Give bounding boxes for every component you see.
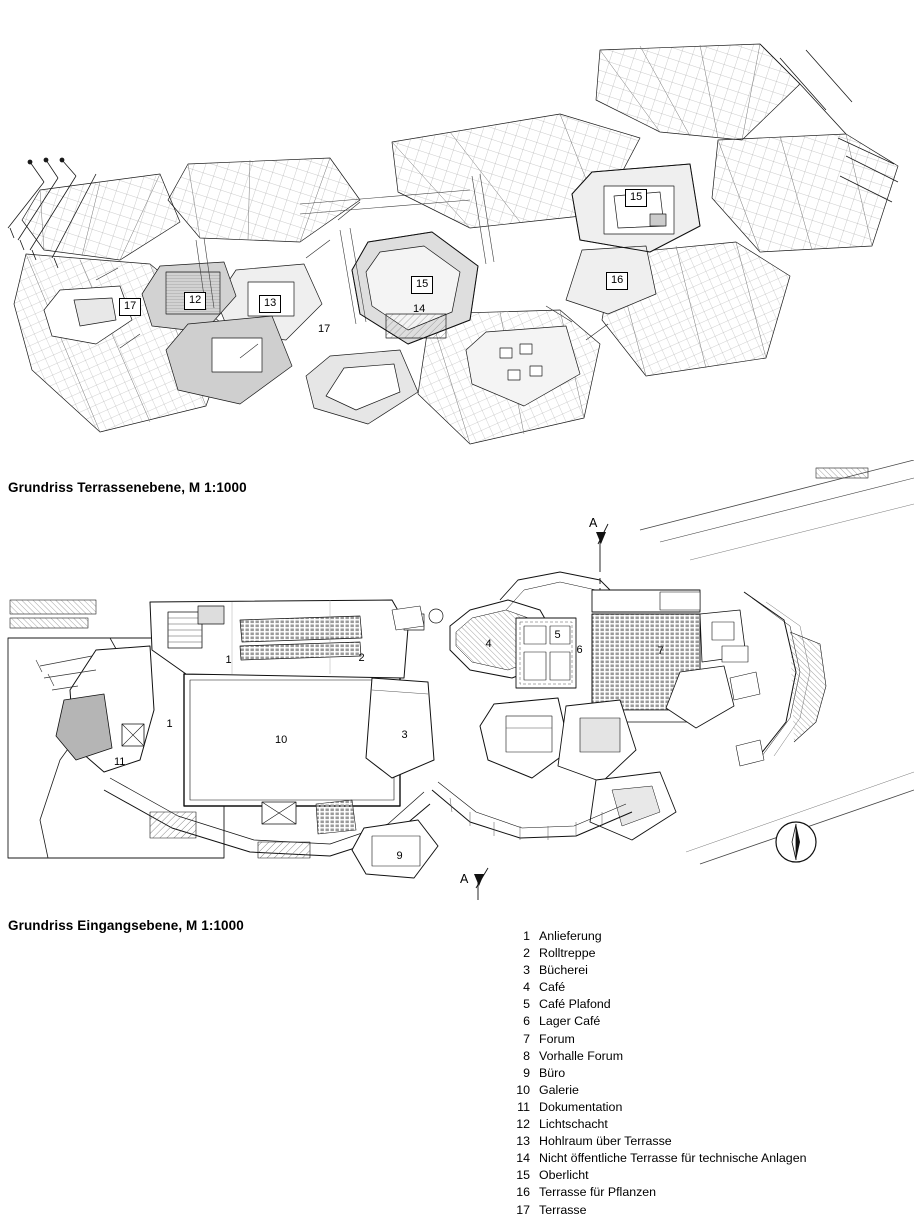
legend-label: Oberlicht — [539, 1168, 589, 1183]
legend-number: 8 — [523, 1048, 530, 1063]
room-number: 3 — [401, 729, 408, 741]
legend-item — [508, 1013, 908, 1030]
legend-item — [508, 1133, 908, 1150]
section-mark-a-top: A — [589, 516, 598, 530]
legend-label: Dokumentation — [539, 1099, 623, 1114]
legend-label: Forum — [539, 1031, 575, 1046]
legend-number: 14 — [516, 1151, 530, 1166]
north-arrow-icon — [774, 820, 818, 864]
legend-label: Lager Café — [539, 1014, 601, 1029]
legend-item — [508, 928, 908, 945]
room-number: 16 — [606, 272, 628, 290]
legend-item — [508, 1099, 908, 1116]
legend-item — [508, 1116, 908, 1133]
legend-number: 11 — [517, 1099, 530, 1114]
legend — [508, 928, 908, 1219]
room-number: 13 — [259, 295, 281, 313]
legend-label: Café — [539, 980, 566, 995]
legend-label: Galerie — [539, 1082, 579, 1097]
legend-item — [508, 1202, 908, 1219]
legend-number: 4 — [523, 980, 530, 995]
room-number: 12 — [184, 292, 206, 310]
legend-item — [508, 1031, 908, 1048]
legend-number: 5 — [523, 997, 530, 1012]
legend-label: Büro — [539, 1065, 566, 1080]
legend-number: 17 — [516, 1202, 530, 1217]
room-number: 4 — [485, 638, 492, 650]
legend-label: Rolltreppe — [539, 946, 596, 961]
legend-number: 12 — [516, 1117, 530, 1132]
legend-item — [508, 1065, 908, 1082]
room-number: 17 — [318, 323, 331, 335]
legend-label: Anlieferung — [539, 929, 602, 943]
room-number: 15 — [625, 189, 647, 207]
room-number: 5 — [554, 629, 561, 641]
legend-item — [508, 979, 908, 996]
room-number: 10 — [275, 734, 288, 746]
legend-item — [508, 1167, 908, 1184]
legend-number: 10 — [516, 1082, 530, 1097]
room-number: 7 — [657, 645, 664, 657]
legend-item — [508, 945, 908, 962]
section-mark-a-bottom: A — [460, 872, 469, 886]
room-number: 6 — [576, 644, 583, 656]
room-number: 15 — [411, 276, 433, 294]
legend-label: Café Plafond — [539, 997, 611, 1012]
legend-number: 15 — [516, 1168, 530, 1183]
room-number: 1 — [166, 718, 173, 730]
room-number: 14 — [413, 303, 426, 315]
legend-label: Nicht öffentliche Terrasse für technische Anlagen — [539, 1151, 807, 1166]
legend-number: 3 — [523, 963, 530, 978]
legend-label: Bücherei — [539, 963, 588, 978]
legend-number: 16 — [516, 1185, 530, 1200]
legend-number: 2 — [523, 946, 530, 961]
legend-number: 9 — [523, 1065, 530, 1080]
legend-number: 1 — [523, 929, 530, 943]
legend-number: 6 — [523, 1014, 530, 1029]
legend-label: Hohlraum über Terrasse — [539, 1134, 672, 1149]
room-number: 11 — [114, 756, 126, 768]
legend-item — [508, 996, 908, 1013]
legend-item — [508, 1082, 908, 1099]
legend-number: 7 — [523, 1031, 530, 1046]
terrace-level-plan — [0, 14, 914, 464]
legend-item — [508, 1184, 908, 1201]
legend-item — [508, 1048, 908, 1065]
legend-item — [508, 1150, 908, 1167]
legend-number: 13 — [516, 1134, 530, 1149]
room-number: 1 — [225, 654, 232, 666]
legend-label: Terrasse — [539, 1202, 587, 1217]
room-number: 17 — [119, 298, 141, 316]
room-number: 9 — [396, 850, 403, 862]
legend-label: Lichtschacht — [539, 1117, 608, 1132]
terrace-plan-caption: Grundriss Terrassenebene, M 1:1000 — [8, 480, 247, 495]
legend-label: Terrasse für Pflanzen — [539, 1185, 657, 1200]
room-number: 2 — [358, 652, 365, 664]
legend-label: Vorhalle Forum — [539, 1048, 624, 1063]
entrance-plan-caption: Grundriss Eingangsebene, M 1:1000 — [8, 918, 244, 933]
legend-item — [508, 962, 908, 979]
